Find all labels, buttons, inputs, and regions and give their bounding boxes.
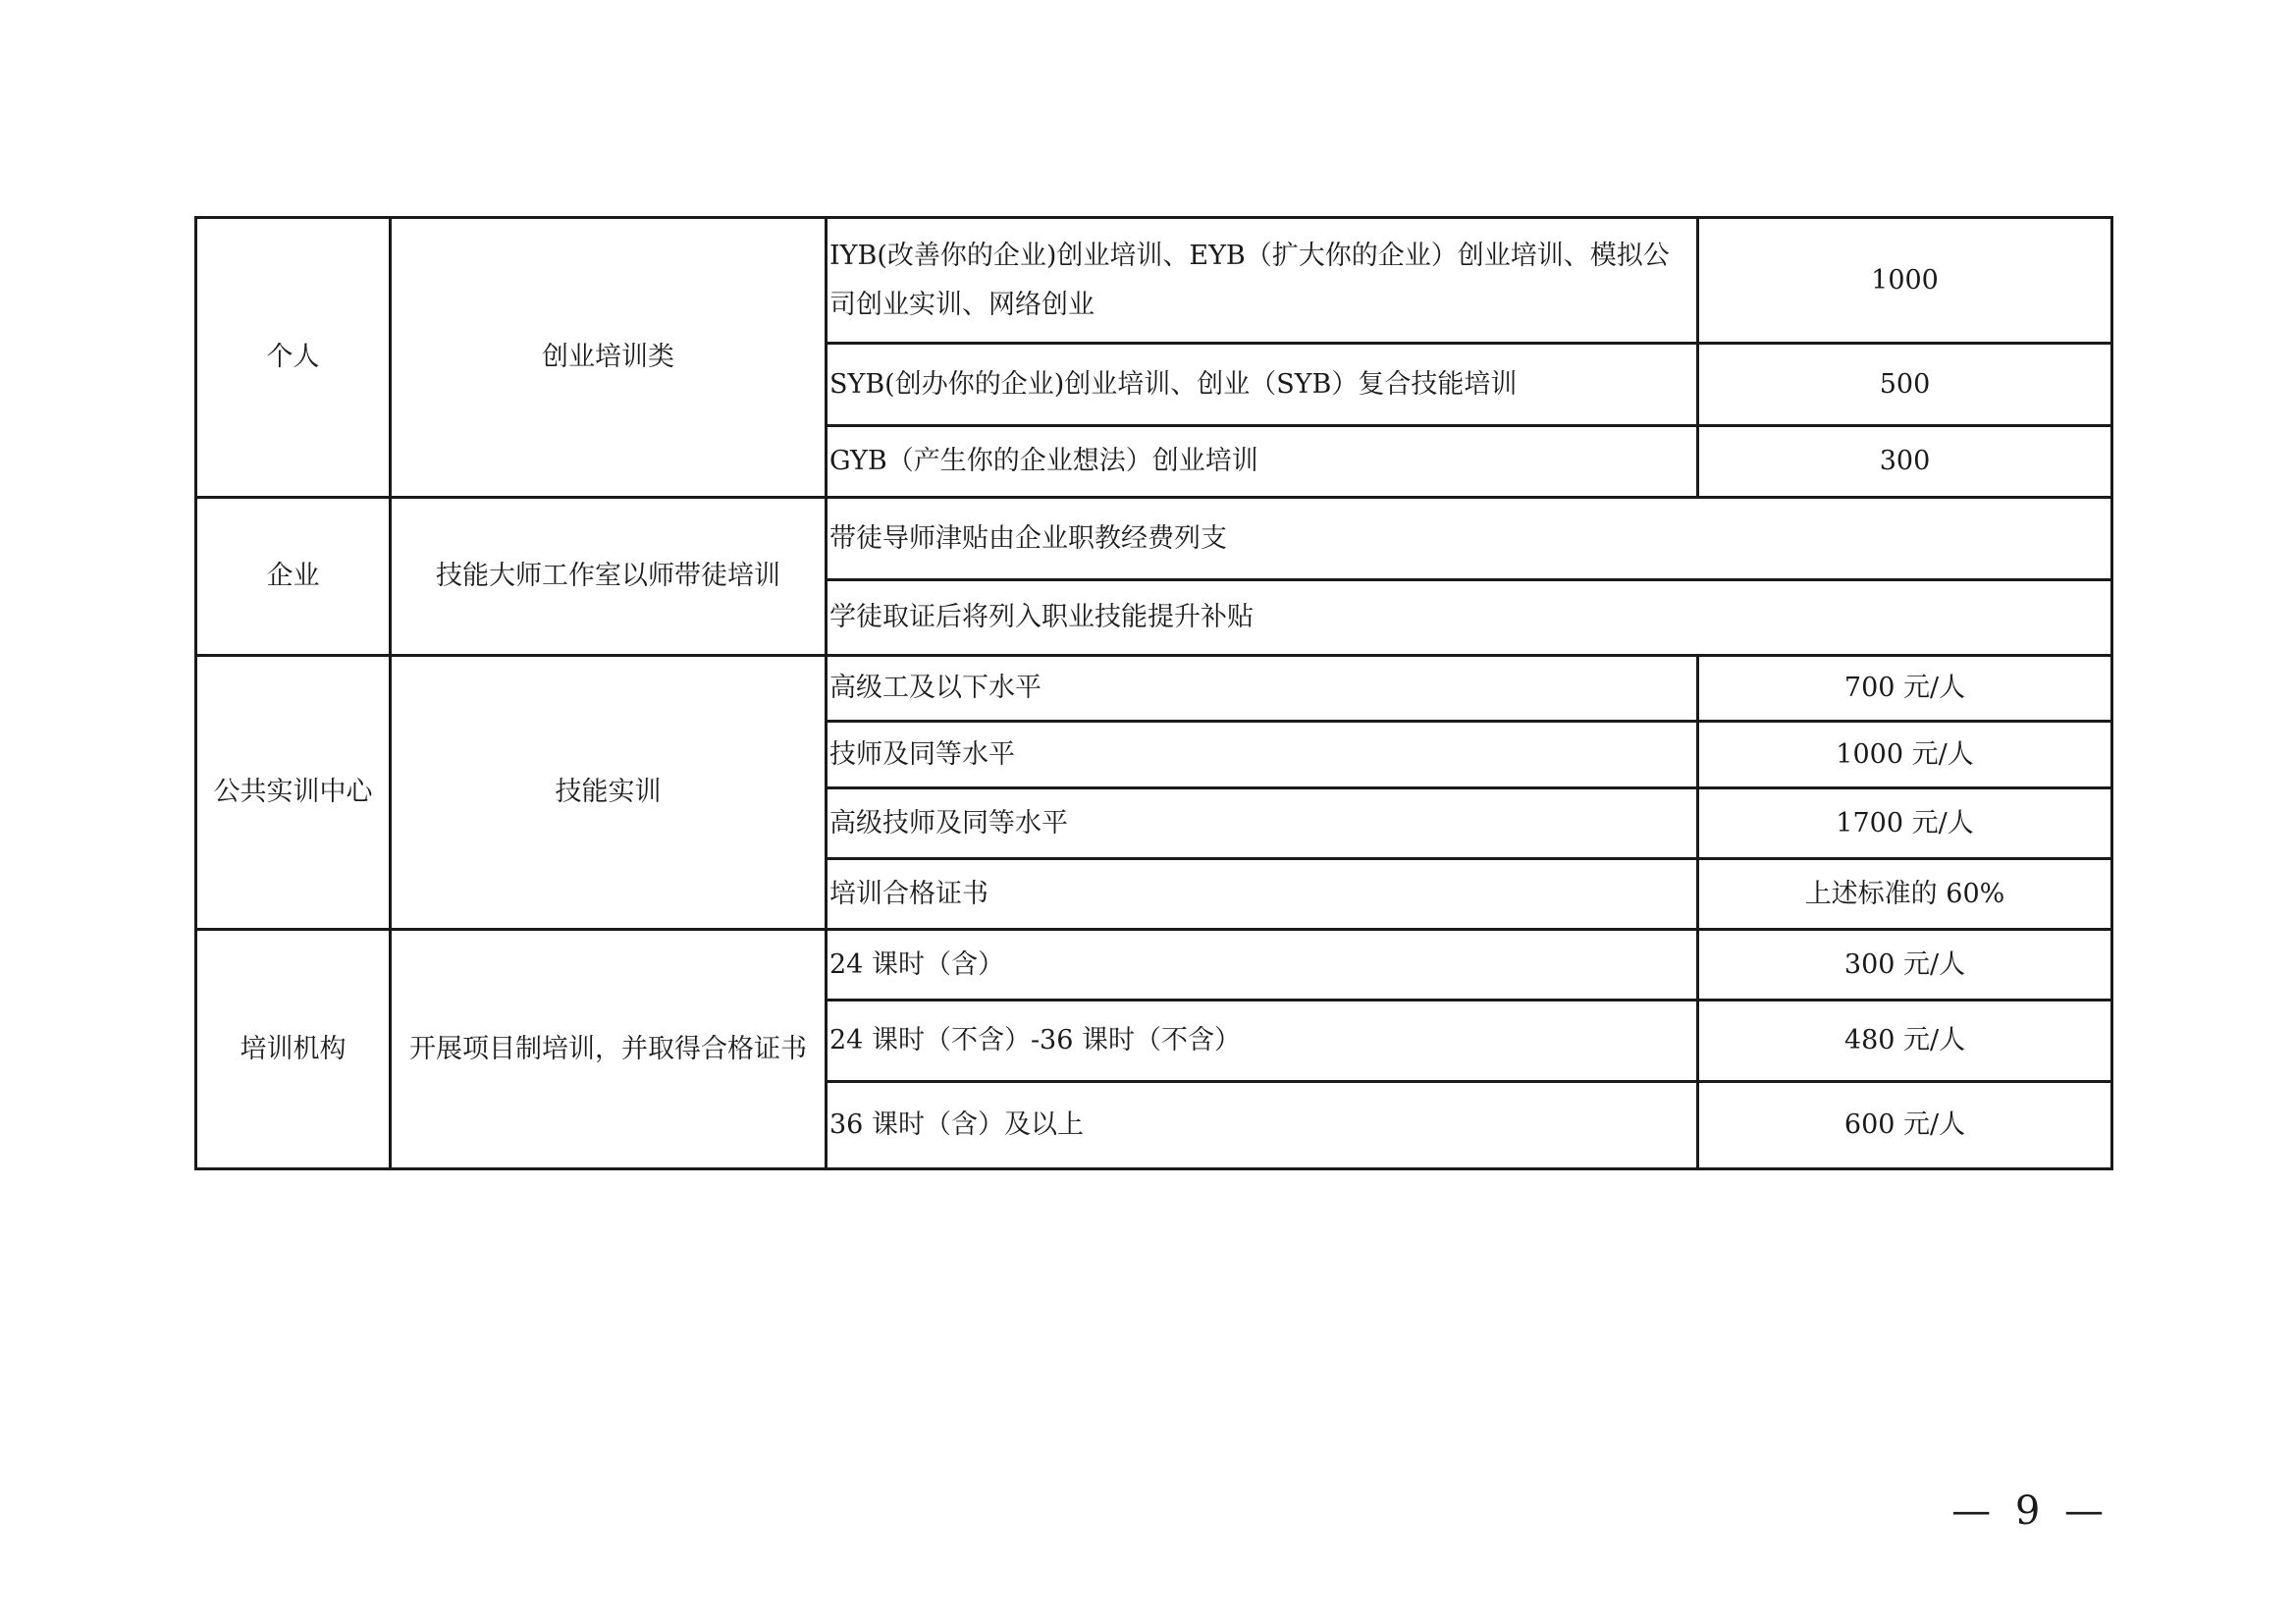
item-cell: 24 课时（含）	[827, 930, 1698, 1001]
subsidy-standards-table	[194, 216, 2113, 1170]
item-cell: 高级技师及同等水平	[827, 788, 1698, 859]
standard-cell: 上述标准的 60%	[1698, 859, 2112, 930]
item-cell: 培训合格证书	[827, 859, 1698, 930]
category-cell: 开展项目制培训，并取得合格证书	[391, 930, 827, 1169]
item-cell: 学徒取证后将列入职业技能提升补贴	[827, 580, 2112, 656]
item-cell: 技师及同等水平	[827, 722, 1698, 788]
standard-cell: 600 元/人	[1698, 1082, 2112, 1169]
item-cell: SYB(创办你的企业)创业培训、创业（SYB）复合技能培训	[827, 344, 1698, 426]
standard-cell: 500	[1698, 344, 2112, 426]
subject-cell: 培训机构	[196, 930, 391, 1169]
item-cell: 高级工及以下水平	[827, 656, 1698, 722]
standard-cell: 300	[1698, 426, 2112, 498]
subject-cell: 企业	[196, 498, 391, 656]
subject-cell: 个人	[196, 218, 391, 498]
category-cell: 创业培训类	[391, 218, 827, 498]
table-row	[196, 656, 2112, 722]
standard-cell: 700 元/人	[1698, 656, 2112, 722]
item-cell: 带徒导师津贴由企业职教经费列支	[827, 498, 2112, 580]
page-number: — 9 —	[1951, 1488, 2109, 1534]
standard-cell: 300 元/人	[1698, 930, 2112, 1001]
item-cell: IYB(改善你的企业)创业培训、EYB（扩大你的企业）创业培训、模拟公司创业实训、网络创业	[827, 218, 1698, 344]
standard-cell: 1000	[1698, 218, 2112, 344]
table-row	[196, 930, 2112, 1001]
table-row	[196, 498, 2112, 580]
category-cell: 技能大师工作室以师带徒培训	[391, 498, 827, 656]
subject-cell: 公共实训中心	[196, 656, 391, 930]
category-cell: 技能实训	[391, 656, 827, 930]
item-cell: 36 课时（含）及以上	[827, 1082, 1698, 1169]
standard-cell: 1700 元/人	[1698, 788, 2112, 859]
standard-cell: 480 元/人	[1698, 1001, 2112, 1082]
standard-cell: 1000 元/人	[1698, 722, 2112, 788]
table-row	[196, 218, 2112, 344]
item-cell: GYB（产生你的企业想法）创业培训	[827, 426, 1698, 498]
item-cell: 24 课时（不含）-36 课时（不含）	[827, 1001, 1698, 1082]
